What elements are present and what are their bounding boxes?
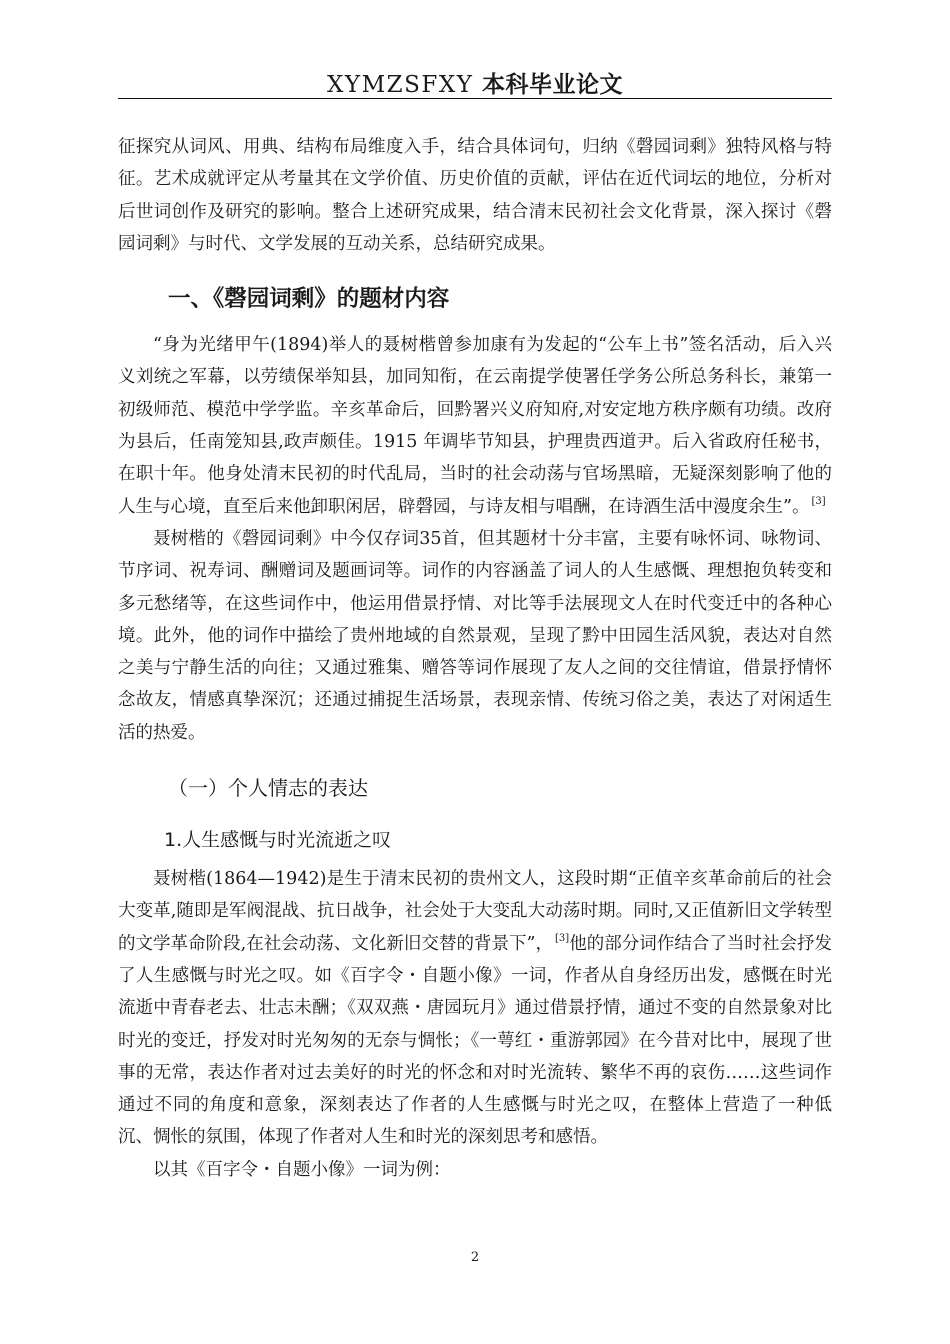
header-latin: XYMZSFXY: [327, 72, 474, 98]
running-header: [118, 66, 832, 99]
subsubsection-paragraph-1: [118, 863, 832, 1154]
page-number: 2: [470, 1250, 480, 1265]
paragraph-text: “身为光绪甲午(1894)举人的聂树楷曾参加康有为发起的“公车上书”签名活动，后入兴义刘统之军幕，以劳绩保举知县，加同知衔，在云南提学使署任学务公所总务科长，兼第一初级师范、模范中学学监。辛亥革命后，回黔署兴义府知府,对安定地方秩序颇有功绩。改府为县后，任南笼知县,政声颇佳。1915 年调毕节知县，护理贵西道尹。后入省政府任秘书，在职十年。他身处清末民初的时代乱局，当时的社会动荡与官场黑暗，无疑深刻影响了他的人生与心境，直至后来他卸职闲居，辟磬园，与诗友相与唱酬，在诗酒生活中漫度余生”。: [118, 335, 832, 517]
paragraph-text-after-cite: 他的部分词作结合了当时社会抒发了人生感慨与时光之叹。如《百字令・自题小像》一词，作者从自身经历出发，感慨在时光流逝中青春老去、壮志未酬；《双双燕・唐园玩月》通过借景抒情，通过不变的自然景象对比时光的变迁，抒发对时光匆匆的无奈与惆怅；《一萼红・重游郭园》在今昔对比中，展现了世事的无常，表达作者对过去美好的时光的怀念和对时光流转、繁华不再的哀伤……这些词作通过不同的角度和意象，深刻表达了作者的人生感慨与时光之叹，在整体上营造了一种低沉、惆怅的氛围，体现了作者对人生和时光的深刻思考和感悟。: [118, 933, 832, 1148]
section-paragraph-2: 聂树楷的《磬园词剩》中今仅存词35首，但其题材十分丰富，主要有咏怀词、咏物词、节序词、祝寿词、酬赠词及题画词等。词作的内容涵盖了词人的人生感慨、理想抱负转变和多元愁绪等，在这些词作中，他运用借景抒情、对比等手法展现文人在时代变迁中的各种心境。此外，他的词作中描绘了贵州地域的自然景观，呈现了黔中田园生活风貌，表达对自然之美与宁静生活的向往；又通过雅集、赠答等词作展现了友人之间的交往情谊，借景抒情怀念故友，情感真挚深沉；还通过捕捉生活场景，表现亲情、传统习俗之美，表达了对闲适生活的热爱。: [118, 528, 832, 743]
citation-marker: [3]: [555, 932, 570, 944]
citation-marker: [3]: [811, 495, 826, 507]
subsection-heading: （一）个人情志的表达: [168, 776, 368, 801]
intro-paragraph: 征探究从词风、用典、结构布局维度入手，结合具体词句，归纳《磬园词剩》独特风格与特征。艺术成就评定从考量其在文学价值、历史价值的贡献，评估在近代词坛的地位，分析对后世词创作及研究的影响。整合上述研究成果，结合清末民初社会文化背景，深入探讨《磬园词剩》与时代、文学发展的互动关系，总结研究成果。: [118, 137, 832, 254]
subsubsection-paragraph-2: 以其《百字令・自题小像》一词为例：: [153, 1159, 451, 1180]
paragraph-text-before-cite: 聂树楷(1864—1942)是生于清末民初的贵州文人，这段时期“正值辛亥革命前后的社会大变革,随即是军阀混战、抗日战争，社会处于大变乱大动荡时期。同时,又正值新旧文学转型的文学革命阶段,在社会动荡、文化新旧交替的背景下”，: [118, 869, 832, 954]
header-rule: [118, 98, 832, 99]
header-title: 本科毕业论文: [481, 72, 623, 98]
body-content: [118, 131, 832, 1186]
section-heading: 一、《磬园词剩》的题材内容: [168, 286, 450, 313]
subsubsection-heading: 1.人生感慨与时光流逝之叹: [164, 829, 392, 852]
section-paragraph-1: [118, 329, 832, 523]
